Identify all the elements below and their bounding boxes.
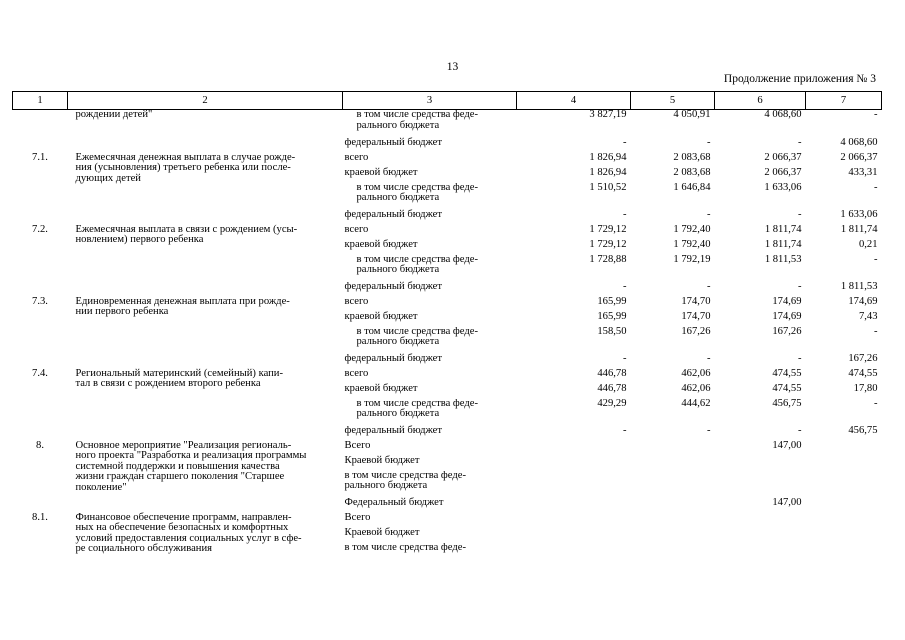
funding-source <box>343 425 517 440</box>
value-col-7-text: - <box>873 325 878 337</box>
value-col-5 <box>631 182 715 209</box>
value-col-5-text: - <box>706 424 711 436</box>
value-col-7 <box>806 455 882 470</box>
value-col-7-text: 474,55 <box>848 367 878 379</box>
value-col-5-text: 1 646,84 <box>673 181 711 193</box>
funding-source-text: в том числе средства феде- рального бюджета <box>356 109 478 131</box>
funding-source-text: краевой бюджет <box>344 310 418 322</box>
row-number <box>13 152 68 224</box>
row-number-text: 7.1. <box>32 151 48 163</box>
value-col-4-text: - <box>622 352 627 364</box>
value-col-7-text: 433,31 <box>848 166 878 178</box>
value-col-6-text: 1 811,74 <box>764 223 802 235</box>
value-col-4 <box>517 110 631 137</box>
value-col-4-text: 1 729,12 <box>589 223 627 235</box>
table-row <box>13 368 882 383</box>
value-col-5 <box>631 254 715 281</box>
funding-source-text: всего <box>344 223 369 235</box>
value-col-7 <box>806 224 882 239</box>
value-col-6 <box>715 440 806 455</box>
value-col-4-text: 165,99 <box>597 310 627 322</box>
value-col-6 <box>715 353 806 368</box>
value-col-6-text: 147,00 <box>772 496 802 508</box>
value-col-6-text: 456,75 <box>772 397 802 409</box>
value-col-5 <box>631 542 715 557</box>
value-col-7-text: 2 066,37 <box>840 151 878 163</box>
value-col-4-text: 446,78 <box>597 382 627 394</box>
row-number <box>13 224 68 296</box>
funding-source <box>343 527 517 542</box>
funding-source <box>343 440 517 455</box>
value-col-4 <box>517 281 631 296</box>
value-col-7-text: 4 068,60 <box>840 136 878 148</box>
value-col-5 <box>631 167 715 182</box>
value-col-5-text: 2 083,68 <box>673 166 711 178</box>
value-col-7 <box>806 326 882 353</box>
value-col-4 <box>517 455 631 470</box>
funding-source-text: краевой бюджет <box>344 238 418 250</box>
value-col-5 <box>631 311 715 326</box>
value-col-4-text: 1 826,94 <box>589 151 627 163</box>
value-col-6 <box>715 470 806 497</box>
value-col-4 <box>517 239 631 254</box>
value-col-4-text: 429,29 <box>597 397 627 409</box>
value-col-5 <box>631 470 715 497</box>
funding-source-text: Краевой бюджет <box>344 454 420 466</box>
value-col-5 <box>631 239 715 254</box>
value-col-4 <box>517 497 631 512</box>
measure-name-text: Региональный материнский (семейный) капи- тал в связи с рождением второго ребенка <box>75 367 283 389</box>
value-col-6-text: - <box>797 352 802 364</box>
value-col-7-text: - <box>873 181 878 193</box>
value-col-6 <box>715 239 806 254</box>
value-col-5 <box>631 137 715 152</box>
value-col-5 <box>631 425 715 440</box>
funding-source-text: краевой бюджет <box>344 166 418 178</box>
funding-source-text: федеральный бюджет <box>344 136 443 148</box>
funding-source-text: в том числе средства феде- рального бюджета <box>356 181 478 203</box>
value-col-6 <box>715 182 806 209</box>
value-col-7 <box>806 383 882 398</box>
value-col-5-text: - <box>706 136 711 148</box>
value-col-6-text: 1 811,74 <box>764 238 802 250</box>
measure-name-text: Финансовое обеспечение программ, направлен- ных на обеспечение безопасных и комфортных условий предоставления социальных услуг в сфе- ре социального обслуживания <box>75 511 302 554</box>
header-col-6: 6 <box>715 92 806 110</box>
value-col-5-text: 4 050,91 <box>673 109 711 120</box>
value-col-5-text: 1 792,40 <box>673 223 711 235</box>
value-col-4 <box>517 224 631 239</box>
header-col-5: 5 <box>631 92 715 110</box>
funding-source <box>343 254 517 281</box>
value-col-7-text: 17,80 <box>853 382 878 394</box>
row-number-text: 8. <box>36 439 44 451</box>
value-col-4 <box>517 182 631 209</box>
row-number-text: 8.1. <box>32 511 48 523</box>
value-col-6-text: - <box>797 136 802 148</box>
funding-source <box>343 383 517 398</box>
value-col-7-text: 1 633,06 <box>840 208 878 220</box>
measure-name <box>68 224 343 296</box>
funding-source <box>343 326 517 353</box>
table-row <box>13 152 882 167</box>
value-col-5-text: 444,62 <box>681 397 711 409</box>
header-col-2: 2 <box>68 92 343 110</box>
value-col-6 <box>715 527 806 542</box>
value-col-7 <box>806 542 882 557</box>
funding-source-text: Краевой бюджет <box>344 526 420 538</box>
value-col-4-text: 1 728,88 <box>589 253 627 265</box>
value-col-4 <box>517 137 631 152</box>
value-col-6 <box>715 152 806 167</box>
value-col-7 <box>806 527 882 542</box>
value-col-7 <box>806 440 882 455</box>
value-col-7-text: 7,43 <box>858 310 878 322</box>
measure-name <box>68 152 343 224</box>
row-number <box>13 368 68 440</box>
value-col-7 <box>806 137 882 152</box>
measure-name <box>68 440 343 512</box>
page-number: 13 <box>446 61 459 73</box>
value-col-4-text: 158,50 <box>597 325 627 337</box>
funding-source-text: Всего <box>344 439 371 451</box>
value-col-7 <box>806 470 882 497</box>
value-col-5 <box>631 353 715 368</box>
value-col-6 <box>715 398 806 425</box>
funding-source-text: федеральный бюджет <box>344 352 443 364</box>
funding-source-text: в том числе средства феде- <box>344 541 466 553</box>
value-col-5-text: 174,70 <box>681 310 711 322</box>
table-row <box>13 110 882 137</box>
funding-source <box>343 281 517 296</box>
header-col-7: 7 <box>806 92 882 110</box>
value-col-5-text: 462,06 <box>681 367 711 379</box>
funding-source <box>343 152 517 167</box>
value-col-4 <box>517 152 631 167</box>
value-col-6 <box>715 326 806 353</box>
value-col-7-text: - <box>873 397 878 409</box>
table-row <box>13 440 882 455</box>
value-col-7 <box>806 497 882 512</box>
funding-source <box>343 182 517 209</box>
value-col-5 <box>631 368 715 383</box>
value-col-7-text: 1 811,74 <box>840 223 878 235</box>
value-col-4 <box>517 353 631 368</box>
value-col-5-text: 1 792,40 <box>673 238 711 250</box>
value-col-4 <box>517 398 631 425</box>
value-col-7-text: - <box>873 109 878 120</box>
value-col-7-text: 456,75 <box>848 424 878 436</box>
funding-source-text: в том числе средства феде- рального бюджета <box>356 397 478 419</box>
funding-source <box>343 512 517 527</box>
funding-source-text: Федеральный бюджет <box>344 496 444 508</box>
continuation-label: Продолжение приложения № 3 <box>723 73 876 85</box>
funding-source <box>343 311 517 326</box>
value-col-4-text: - <box>622 280 627 292</box>
funding-source-text: в том числе средства феде- рального бюджета <box>356 253 478 275</box>
value-col-5-text: 174,70 <box>681 295 711 307</box>
value-col-6 <box>715 497 806 512</box>
value-col-7 <box>806 296 882 311</box>
funding-source <box>343 239 517 254</box>
value-col-6-text: 2 066,37 <box>764 151 802 163</box>
value-col-5 <box>631 209 715 224</box>
value-col-5-text: 167,26 <box>681 325 711 337</box>
value-col-7 <box>806 110 882 137</box>
value-col-5-text: - <box>706 352 711 364</box>
value-col-4 <box>517 527 631 542</box>
measure-name-text: Ежемесячная денежная выплата в случае рожде- ния (усыновления) третьего ребенка или после- дующих детей <box>75 151 296 184</box>
funding-source-text: всего <box>344 295 369 307</box>
value-col-6 <box>715 110 806 137</box>
value-col-7 <box>806 239 882 254</box>
table-row <box>13 296 882 311</box>
funding-source-text: федеральный бюджет <box>344 280 443 292</box>
value-col-6 <box>715 209 806 224</box>
measure-name <box>68 512 343 557</box>
table-body <box>13 110 882 557</box>
value-col-6 <box>715 512 806 527</box>
value-col-4 <box>517 296 631 311</box>
header-row <box>13 92 882 110</box>
value-col-5 <box>631 110 715 137</box>
header-col-3: 3 <box>343 92 517 110</box>
header-col-4: 4 <box>517 92 631 110</box>
funding-source-text: Всего <box>344 511 371 523</box>
funding-source-text: в том числе средства феде- рального бюджета <box>356 325 478 347</box>
value-col-7 <box>806 182 882 209</box>
funding-source-text: всего <box>344 367 369 379</box>
row-number <box>13 440 68 512</box>
value-col-5 <box>631 326 715 353</box>
value-col-7 <box>806 281 882 296</box>
value-col-5 <box>631 398 715 425</box>
value-col-7 <box>806 254 882 281</box>
measure-name <box>68 368 343 440</box>
funding-source <box>343 110 517 137</box>
funding-source <box>343 137 517 152</box>
value-col-5 <box>631 296 715 311</box>
value-col-5-text: - <box>706 280 711 292</box>
funding-source <box>343 224 517 239</box>
value-col-5 <box>631 527 715 542</box>
funding-source <box>343 296 517 311</box>
funding-source-text: федеральный бюджет <box>344 208 443 220</box>
value-col-7-text: 167,26 <box>848 352 878 364</box>
value-col-6-text: 474,55 <box>772 382 802 394</box>
funding-source <box>343 368 517 383</box>
value-col-6 <box>715 224 806 239</box>
budget-table <box>12 91 882 557</box>
value-col-6-text: 147,00 <box>772 439 802 451</box>
value-col-4 <box>517 368 631 383</box>
value-col-7 <box>806 512 882 527</box>
funding-source-text: в том числе средства феде- рального бюджета <box>344 469 466 491</box>
value-col-4 <box>517 542 631 557</box>
value-col-4-text: - <box>622 424 627 436</box>
table-header <box>13 92 882 110</box>
value-col-5 <box>631 224 715 239</box>
value-col-5-text: 462,06 <box>681 382 711 394</box>
value-col-4-text: 3 827,19 <box>589 109 627 120</box>
value-col-6-text: - <box>797 208 802 220</box>
value-col-7 <box>806 152 882 167</box>
value-col-4-text: 446,78 <box>597 367 627 379</box>
funding-source-text: всего <box>344 151 369 163</box>
funding-source <box>343 209 517 224</box>
value-col-7 <box>806 398 882 425</box>
value-col-7 <box>806 209 882 224</box>
funding-source <box>343 398 517 425</box>
value-col-6-text: 167,26 <box>772 325 802 337</box>
value-col-5 <box>631 281 715 296</box>
value-col-4-text: - <box>622 136 627 148</box>
row-number-text: 7.2. <box>32 223 48 235</box>
value-col-4-text: 165,99 <box>597 295 627 307</box>
value-col-6-text: - <box>797 424 802 436</box>
value-col-7 <box>806 311 882 326</box>
value-col-7 <box>806 167 882 182</box>
measure-name <box>68 296 343 368</box>
value-col-6 <box>715 311 806 326</box>
funding-source <box>343 497 517 512</box>
value-col-5 <box>631 383 715 398</box>
funding-source <box>343 542 517 557</box>
funding-source-text: федеральный бюджет <box>344 424 443 436</box>
measure-name <box>68 110 343 152</box>
row-number-text: 7.3. <box>32 295 48 307</box>
value-col-6-text: - <box>797 280 802 292</box>
funding-source <box>343 455 517 470</box>
value-col-4 <box>517 383 631 398</box>
value-col-6 <box>715 368 806 383</box>
row-number <box>13 512 68 557</box>
value-col-7-text: 174,69 <box>848 295 878 307</box>
value-col-4-text: 1 510,52 <box>589 181 627 193</box>
funding-source <box>343 167 517 182</box>
value-col-4 <box>517 209 631 224</box>
row-number-text: 7.4. <box>32 367 48 379</box>
value-col-6 <box>715 167 806 182</box>
value-col-4 <box>517 440 631 455</box>
funding-source <box>343 353 517 368</box>
value-col-7-text: 1 811,53 <box>840 280 878 292</box>
value-col-4 <box>517 326 631 353</box>
row-number <box>13 296 68 368</box>
value-col-4 <box>517 254 631 281</box>
value-col-4 <box>517 512 631 527</box>
value-col-6 <box>715 281 806 296</box>
value-col-6 <box>715 383 806 398</box>
value-col-6 <box>715 254 806 281</box>
value-col-5-text: - <box>706 208 711 220</box>
value-col-4-text: 1 826,94 <box>589 166 627 178</box>
header-col-1: 1 <box>13 92 68 110</box>
value-col-4 <box>517 167 631 182</box>
value-col-6 <box>715 296 806 311</box>
value-col-4-text: - <box>622 208 627 220</box>
value-col-6-text: 2 066,37 <box>764 166 802 178</box>
value-col-4-text: 1 729,12 <box>589 238 627 250</box>
value-col-6 <box>715 455 806 470</box>
value-col-7-text: - <box>873 253 878 265</box>
funding-source-text: краевой бюджет <box>344 382 418 394</box>
value-col-4 <box>517 311 631 326</box>
table-row <box>13 512 882 527</box>
value-col-5 <box>631 497 715 512</box>
value-col-6-text: 174,69 <box>772 310 802 322</box>
value-col-5 <box>631 440 715 455</box>
value-col-5 <box>631 455 715 470</box>
value-col-7 <box>806 368 882 383</box>
value-col-7 <box>806 425 882 440</box>
value-col-5 <box>631 152 715 167</box>
measure-name-text: Единовременная денежная выплата при рожде- нии первого ребенка <box>75 295 290 317</box>
value-col-5-text: 2 083,68 <box>673 151 711 163</box>
value-col-6 <box>715 137 806 152</box>
value-col-6 <box>715 542 806 557</box>
measure-name-text: Основное мероприятие "Реализация региональ- ного проекта "Разработка и реализация программы системной поддержки и повышения качества жизни граждан старшего поколения "Старшее поколение" <box>75 439 307 493</box>
value-col-6-text: 4 068,60 <box>764 109 802 120</box>
value-col-6-text: 474,55 <box>772 367 802 379</box>
value-col-6-text: 1 633,06 <box>764 181 802 193</box>
value-col-5-text: 1 792,19 <box>673 253 711 265</box>
value-col-4 <box>517 470 631 497</box>
measure-name-text: Ежемесячная выплата в связи с рождением (усы- новлением) первого ребенка <box>75 223 298 245</box>
measure-name-text: рождении детей" <box>75 109 153 120</box>
value-col-6-text: 1 811,53 <box>764 253 802 265</box>
funding-source <box>343 470 517 497</box>
value-col-6-text: 174,69 <box>772 295 802 307</box>
value-col-4 <box>517 425 631 440</box>
table-row <box>13 224 882 239</box>
value-col-7 <box>806 353 882 368</box>
value-col-7-text: 0,21 <box>858 238 878 250</box>
value-col-6 <box>715 425 806 440</box>
row-number <box>13 110 68 152</box>
value-col-5 <box>631 512 715 527</box>
